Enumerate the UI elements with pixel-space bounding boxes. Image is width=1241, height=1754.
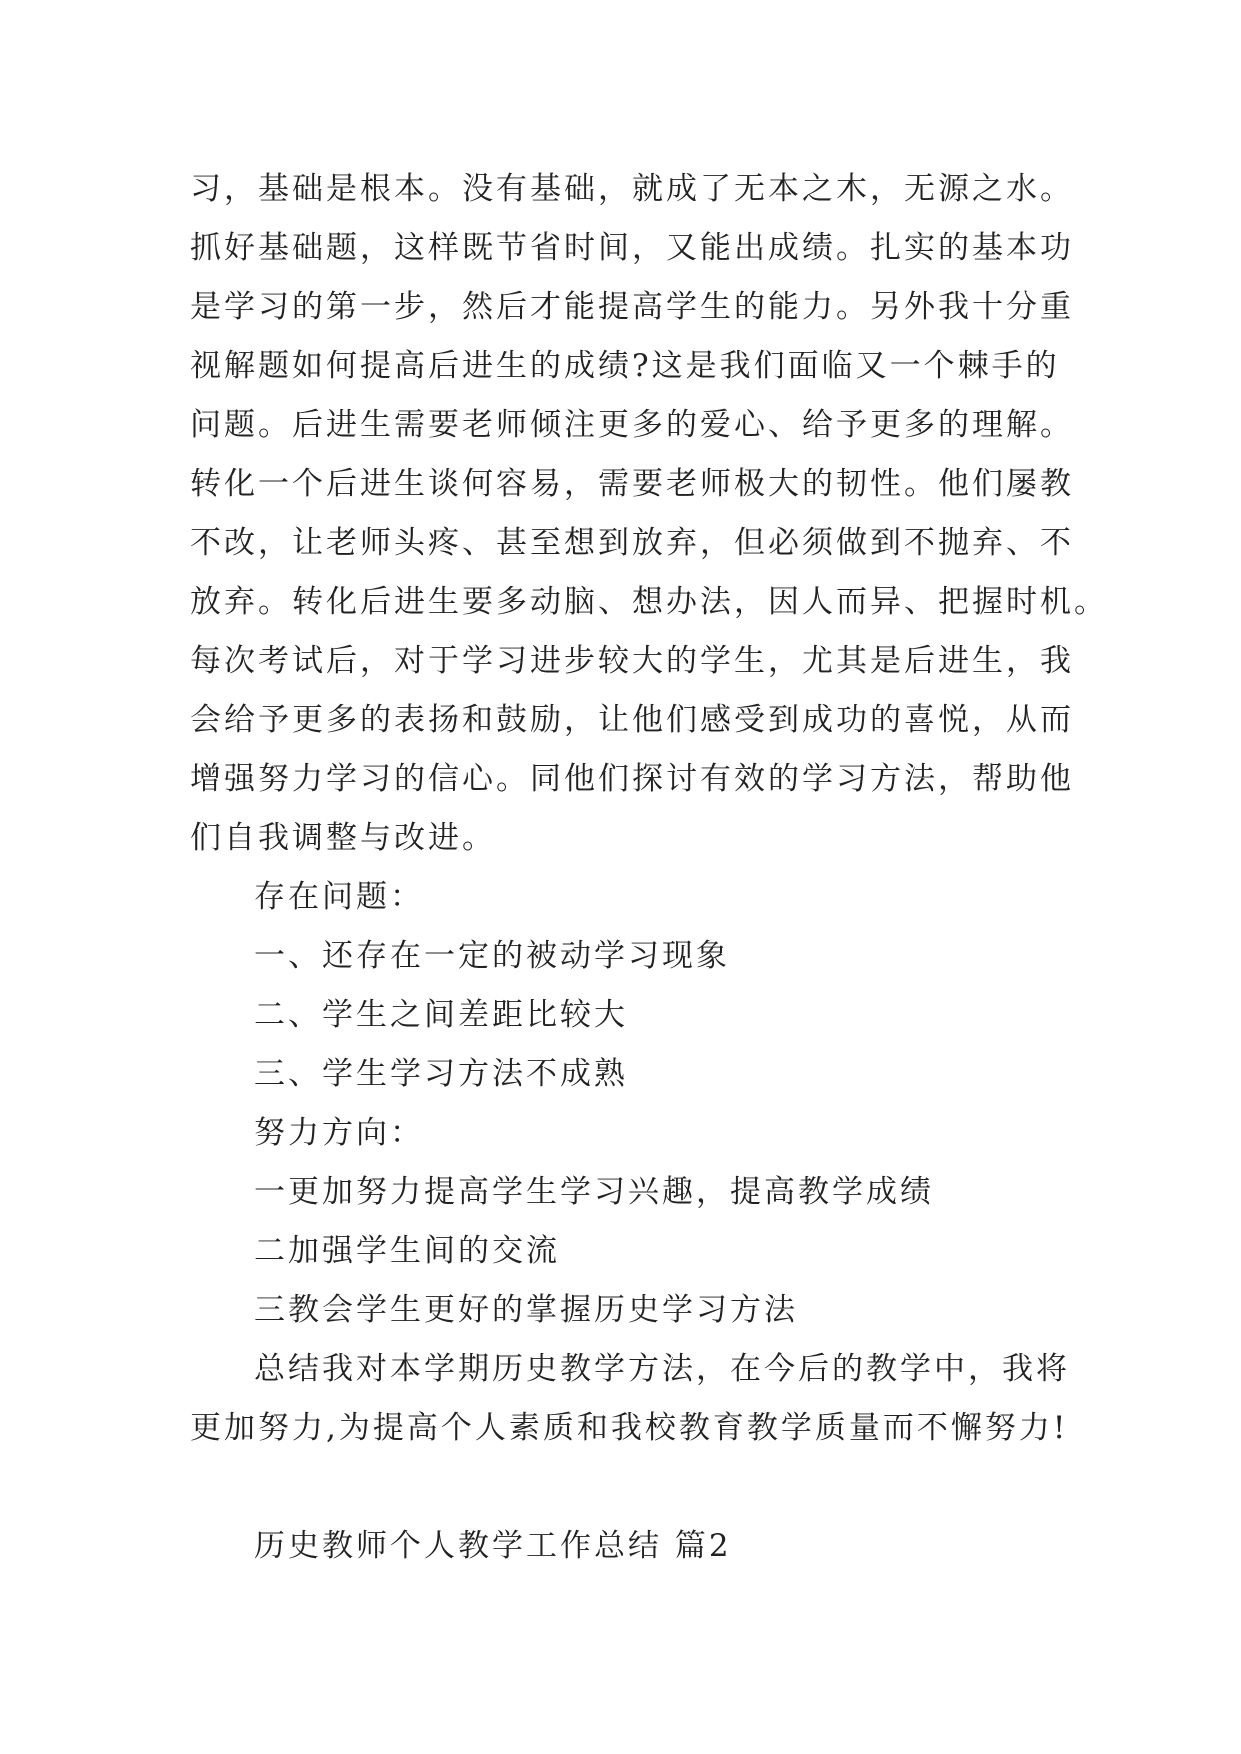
document-body xyxy=(190,160,1108,1576)
paragraph-line: 每次考试后，对于学习进步较大的学生，尤其是后进生，我 xyxy=(190,643,1074,679)
direction-item: 二加强学生间的交流 xyxy=(254,1233,560,1269)
directions-heading: 努力方向： xyxy=(254,1115,424,1151)
paragraph-line: 视解题如何提高后进生的成绩?这是我们面临又一个棘手的 xyxy=(190,348,1060,384)
direction-item: 三教会学生更好的掌握历史学习方法 xyxy=(254,1292,798,1328)
problem-item: 一、还存在一定的被动学习现象 xyxy=(254,938,730,974)
paragraph-line: 习，基础是根本。没有基础，就成了无本之木，无源之水。 xyxy=(190,171,1074,207)
problem-item: 三、学生学习方法不成熟 xyxy=(254,1056,628,1092)
paragraph-line: 放弃。转化后进生要多动脑、想办法，因人而异、把握时机。 xyxy=(190,584,1108,620)
paragraph-line: 是学习的第一步，然后才能提高学生的能力。另外我十分重 xyxy=(190,289,1074,325)
paragraph-line: 增强努力学习的信心。同他们探讨有效的学习方法，帮助他 xyxy=(190,761,1074,797)
paragraph-line: 抓好基础题，这样既节省时间，又能出成绩。扎实的基本功 xyxy=(190,230,1074,266)
direction-item: 一更加努力提高学生学习兴趣，提高教学成绩 xyxy=(254,1174,934,1210)
summary-line: 总结我对本学期历史教学方法，在今后的教学中，我将 xyxy=(254,1351,1070,1387)
paragraph-line: 转化一个后进生谈何容易，需要老师极大的韧性。他们屡教 xyxy=(190,466,1074,502)
section-spacer xyxy=(190,1458,1070,1517)
problem-item: 二、学生之间差距比较大 xyxy=(254,997,628,1033)
next-section-title: 历史教师个人教学工作总结 篇2 xyxy=(254,1528,732,1564)
paragraph-line: 问题。后进生需要老师倾注更多的爱心、给予更多的理解。 xyxy=(190,407,1074,443)
paragraph-line: 会给予更多的表扬和鼓励，让他们感受到成功的喜悦，从而 xyxy=(190,702,1074,738)
paragraph-line: 不改，让老师头疼、甚至想到放弃，但必须做到不抛弃、不 xyxy=(190,525,1074,561)
paragraph-line: 们自我调整与改进。 xyxy=(190,820,496,856)
summary-line: 更加努力,为提高个人素质和我校教育教学质量而不懈努力! xyxy=(190,1410,1069,1446)
problems-heading: 存在问题： xyxy=(254,879,424,915)
